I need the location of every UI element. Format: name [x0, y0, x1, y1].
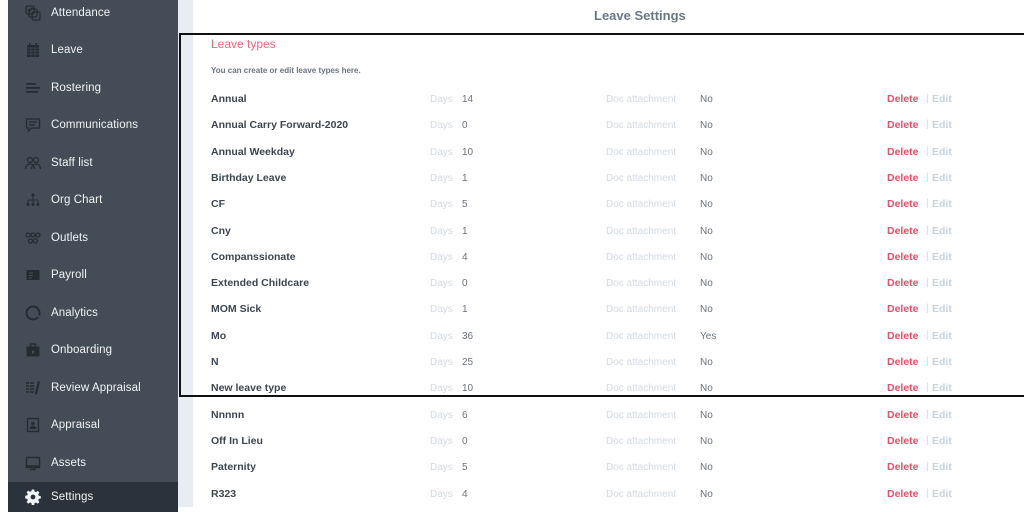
assets-icon: [23, 453, 43, 473]
sidebar-item-attendance[interactable]: [8, 0, 178, 31]
sidebar-item-label: Staff list: [51, 156, 93, 169]
leave-type-name: Annual Weekday: [211, 145, 295, 158]
days-value: 10: [462, 146, 474, 158]
action-separator: |: [926, 382, 929, 394]
edit-button[interactable]: Edit: [932, 198, 952, 211]
action-separator: |: [926, 461, 929, 473]
leave-type-name: MOM Sick: [211, 303, 262, 316]
sidebar-item-org-chart[interactable]: [8, 181, 178, 218]
sidebar-item-label: Onboarding: [51, 343, 113, 356]
briefcase-icon: [23, 340, 43, 360]
gear-icon: [23, 487, 43, 507]
leave-type-row: [193, 455, 1024, 481]
edit-button[interactable]: Edit: [932, 382, 952, 395]
doc-attachment-label: Doc attachment: [606, 304, 677, 316]
leave-type-row: [193, 271, 1024, 297]
users-icon: [23, 153, 43, 173]
action-separator: |: [926, 408, 929, 420]
action-separator: |: [926, 119, 929, 131]
action-separator: |: [926, 277, 929, 289]
days-value: 25: [462, 357, 474, 368]
leave-type-name: Off In Lieu: [211, 434, 263, 447]
leave-type-row: [193, 192, 1024, 218]
edit-button[interactable]: Edit: [932, 145, 952, 158]
edit-button[interactable]: Edit: [932, 171, 952, 184]
doc-attachment-label: Doc attachment: [606, 357, 677, 368]
days-value: 10: [462, 383, 474, 395]
action-separator: |: [926, 434, 929, 446]
leave-type-name: R323: [211, 487, 237, 500]
days-value: 1: [462, 172, 468, 184]
doc-attachment-label: Doc attachment: [606, 172, 677, 184]
doc-attachment-value: No: [700, 251, 713, 263]
doc-attachment-value: No: [700, 488, 713, 500]
days-value: 0: [462, 278, 468, 290]
leave-type-name: Mo: [211, 329, 227, 342]
sidebar-item-label: Payroll: [51, 268, 87, 281]
leave-type-name: Annual Carry Forward-2020: [211, 119, 349, 132]
sidebar-item-label: Leave: [51, 43, 83, 56]
sidebar-item-assets[interactable]: [8, 444, 178, 481]
org-chart-icon: [23, 190, 43, 210]
leave-type-name: Cny: [211, 224, 231, 237]
doc-attachment-label: Doc attachment: [606, 94, 677, 105]
section-description: You can create or edit leave types here.: [211, 66, 361, 75]
days-value: 1: [462, 304, 468, 316]
sidebar-item-rostering[interactable]: [8, 69, 178, 106]
doc-attachment-value: No: [700, 278, 713, 290]
doc-attachment-label: Doc attachment: [606, 435, 677, 447]
leave-type-row: [193, 140, 1024, 166]
sidebar-gutter: [178, 0, 193, 507]
leave-type-row: [193, 350, 1024, 376]
doc-attachment-label: Doc attachment: [606, 199, 677, 211]
doc-attachment-value: No: [700, 435, 713, 447]
days-label: Days: [430, 435, 453, 447]
leave-type-row: [193, 87, 1024, 113]
edit-button[interactable]: Edit: [932, 303, 952, 316]
attendance-icon: [23, 3, 43, 23]
edit-button[interactable]: Edit: [932, 461, 952, 474]
sidebar-item-label: Assets: [51, 456, 87, 469]
edit-button[interactable]: Edit: [932, 487, 952, 500]
sidebar-item-label: Outlets: [51, 231, 89, 244]
sidebar-item-outlets[interactable]: [8, 219, 178, 256]
delete-button[interactable]: Delete: [887, 303, 919, 316]
days-label: Days: [430, 225, 453, 237]
appraisal-icon: [23, 415, 43, 435]
leave-type-row: [193, 166, 1024, 192]
sidebar: [8, 0, 178, 507]
doc-attachment-value: Yes: [700, 330, 717, 342]
days-value: 36: [462, 330, 474, 342]
days-value: 0: [462, 120, 468, 132]
delete-button[interactable]: Delete: [887, 329, 919, 342]
action-separator: |: [926, 171, 929, 183]
leave-type-row: [193, 113, 1024, 139]
sidebar-item-label: Communications: [51, 118, 139, 131]
days-value: 6: [462, 409, 468, 421]
sidebar-item-staff-list[interactable]: [8, 144, 178, 181]
main-content: [193, 0, 1024, 507]
leave-type-row: [193, 219, 1024, 245]
sidebar-item-label: Org Chart: [51, 193, 103, 206]
delete-button[interactable]: Delete: [887, 93, 919, 105]
sidebar-item-payroll[interactable]: [8, 256, 178, 293]
doc-attachment-label: Doc attachment: [606, 330, 677, 342]
doc-attachment-value: No: [700, 225, 713, 237]
sidebar-item-label: Rostering: [51, 81, 102, 94]
outlets-icon: [23, 228, 43, 248]
action-separator: |: [926, 145, 929, 157]
sidebar-item-label: Analytics: [51, 306, 98, 319]
days-label: Days: [430, 462, 453, 474]
delete-button[interactable]: Delete: [887, 145, 919, 158]
edit-button[interactable]: Edit: [932, 250, 952, 263]
doc-attachment-value: No: [700, 199, 713, 211]
days-label: Days: [430, 172, 453, 184]
edit-button[interactable]: Edit: [932, 434, 952, 447]
edit-button[interactable]: Edit: [932, 277, 952, 290]
days-value: 0: [462, 435, 468, 447]
leave-type-name: CF: [211, 198, 225, 211]
leave-type-name: Nnnnn: [211, 408, 245, 421]
days-label: Days: [430, 251, 453, 263]
days-label: Days: [430, 409, 453, 421]
doc-attachment-label: Doc attachment: [606, 251, 677, 263]
action-separator: |: [926, 303, 929, 315]
delete-button[interactable]: Delete: [887, 277, 919, 290]
leave-type-row: [193, 403, 1024, 429]
leave-type-name: Extended Childcare: [211, 277, 310, 290]
days-value: 5: [462, 199, 468, 211]
delete-button[interactable]: Delete: [887, 487, 919, 500]
leave-type-name: Paternity: [211, 461, 256, 474]
leave-type-name: New leave type: [211, 382, 287, 395]
doc-attachment-label: Doc attachment: [606, 225, 677, 237]
doc-attachment-label: Doc attachment: [606, 462, 677, 474]
doc-attachment-value: No: [700, 94, 713, 105]
leave-type-name: Birthday Leave: [211, 171, 287, 184]
delete-button[interactable]: Delete: [887, 119, 919, 132]
sidebar-item-onboarding[interactable]: [8, 331, 178, 368]
action-separator: |: [926, 250, 929, 262]
leave-type-row: [193, 245, 1024, 271]
action-separator: |: [926, 329, 929, 341]
days-label: Days: [430, 278, 453, 290]
days-label: Days: [430, 330, 453, 342]
sidebar-item-appraisal[interactable]: [8, 406, 178, 443]
doc-attachment-value: No: [700, 462, 713, 474]
doc-attachment-value: No: [700, 304, 713, 316]
sidebar-item-label: Review Appraisal: [51, 381, 141, 394]
action-separator: |: [926, 93, 929, 104]
doc-attachment-value: No: [700, 409, 713, 421]
review-icon: [23, 378, 43, 398]
doc-attachment-value: No: [700, 383, 713, 395]
sidebar-item-label: Appraisal: [51, 418, 100, 431]
sidebar-item-communications[interactable]: [8, 106, 178, 143]
chat-icon: [23, 115, 43, 135]
calendar-icon: [23, 40, 43, 60]
analytics-icon: [23, 303, 43, 323]
delete-button[interactable]: Delete: [887, 250, 919, 263]
doc-attachment-label: Doc attachment: [606, 120, 677, 132]
edit-button[interactable]: Edit: [932, 119, 952, 132]
days-label: Days: [430, 146, 453, 158]
delete-button[interactable]: Delete: [887, 382, 919, 395]
days-label: Days: [430, 304, 453, 316]
doc-attachment-label: Doc attachment: [606, 383, 677, 395]
days-label: Days: [430, 199, 453, 211]
edit-button[interactable]: Edit: [932, 224, 952, 237]
edit-button[interactable]: Edit: [932, 408, 952, 421]
edit-button[interactable]: Edit: [932, 329, 952, 342]
delete-button[interactable]: Delete: [887, 198, 919, 211]
doc-attachment-label: Doc attachment: [606, 488, 677, 500]
days-value: 4: [462, 488, 468, 500]
doc-attachment-value: No: [700, 172, 713, 184]
doc-attachment-label: Doc attachment: [606, 409, 677, 421]
days-value: 1: [462, 225, 468, 237]
delete-button[interactable]: Delete: [887, 171, 919, 184]
delete-button[interactable]: Delete: [887, 356, 919, 368]
edit-button[interactable]: Edit: [932, 356, 952, 368]
leave-type-row: [193, 429, 1024, 455]
page-title: Leave Settings: [594, 8, 686, 23]
delete-button[interactable]: Delete: [887, 461, 919, 474]
days-label: Days: [430, 94, 453, 105]
days-label: Days: [430, 120, 453, 132]
sidebar-item-analytics[interactable]: [8, 294, 178, 331]
sidebar-item-review-appraisal[interactable]: [8, 369, 178, 406]
doc-attachment-label: Doc attachment: [606, 146, 677, 158]
doc-attachment-value: No: [700, 120, 713, 132]
leave-type-row: [193, 376, 1024, 402]
leave-type-row: [193, 297, 1024, 323]
days-label: Days: [430, 383, 453, 395]
sidebar-item-label: Attendance: [51, 6, 111, 19]
payroll-icon: [23, 265, 43, 285]
leave-type-name: N: [211, 356, 219, 368]
sidebar-item-leave[interactable]: [8, 31, 178, 68]
action-separator: |: [926, 356, 929, 367]
sidebar-item-settings[interactable]: [8, 482, 178, 512]
leave-type-name: Companssionate: [211, 250, 296, 263]
doc-attachment-value: No: [700, 357, 713, 368]
action-separator: |: [926, 198, 929, 210]
edit-button[interactable]: Edit: [932, 93, 952, 105]
days-label: Days: [430, 488, 453, 500]
sidebar-item-label: Settings: [51, 491, 94, 503]
doc-attachment-value: No: [700, 146, 713, 158]
delete-button[interactable]: Delete: [887, 408, 919, 421]
action-separator: |: [926, 224, 929, 236]
section-title: Leave types: [211, 37, 276, 51]
delete-button[interactable]: Delete: [887, 224, 919, 237]
days-value: 5: [462, 462, 468, 474]
delete-button[interactable]: Delete: [887, 434, 919, 447]
action-separator: |: [926, 487, 929, 499]
days-label: Days: [430, 357, 453, 368]
leave-type-row: [193, 482, 1024, 508]
doc-attachment-label: Doc attachment: [606, 278, 677, 290]
days-value: 4: [462, 251, 468, 263]
leave-type-row: [193, 324, 1024, 350]
leave-type-name: Annual: [211, 93, 247, 105]
rostering-icon: [23, 78, 43, 98]
days-value: 14: [462, 94, 474, 105]
